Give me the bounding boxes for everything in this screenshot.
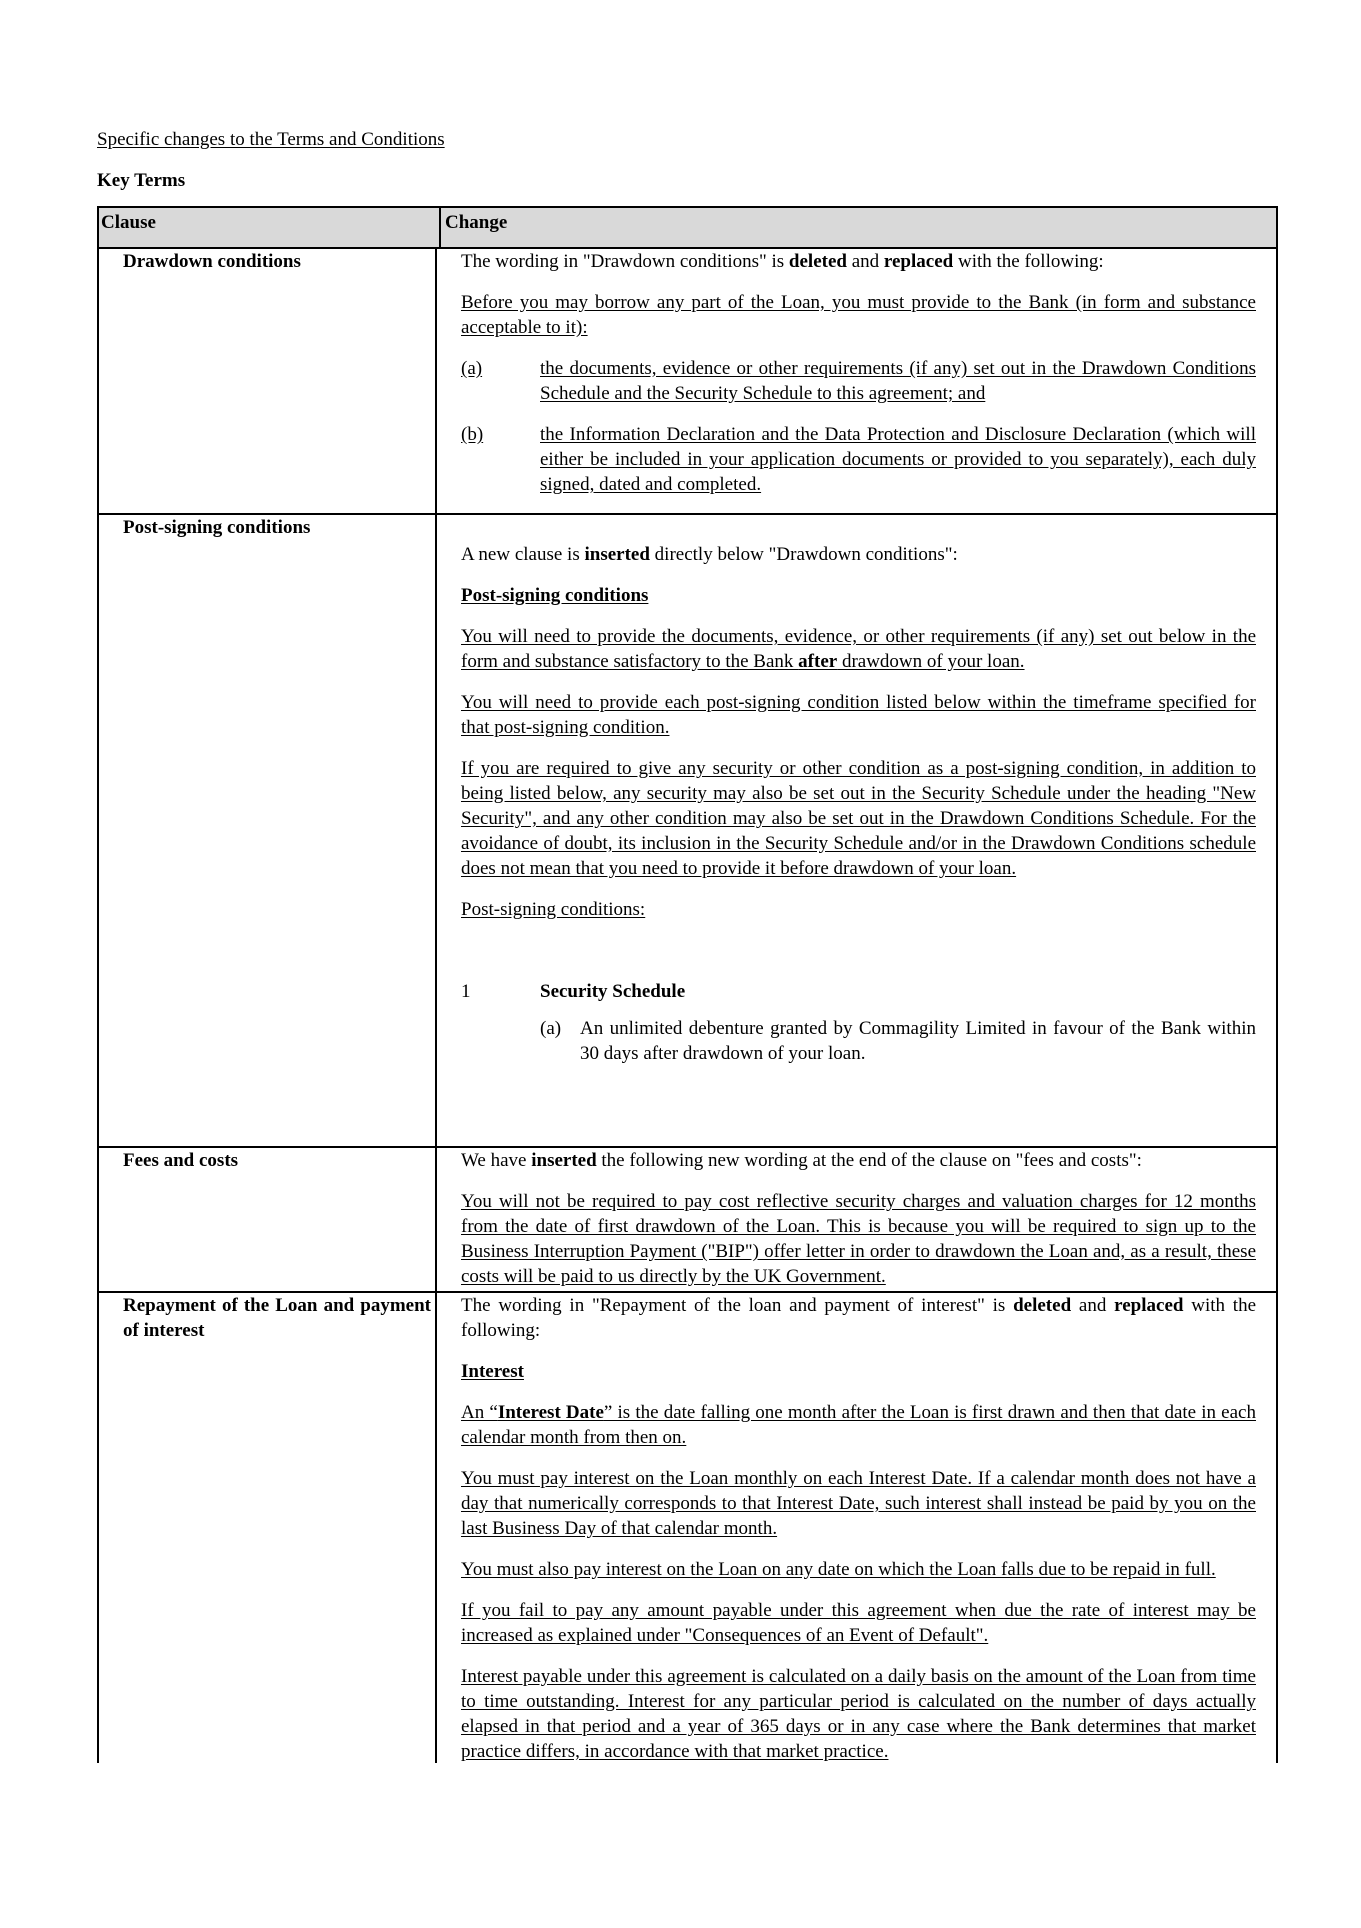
repayment-para-4: If you fail to pay any amount payable under this agreement when due the rate of interest may be increased as explained under "Consequences of an Event of Default". [461,1600,1256,1646]
clause-cell: Drawdown conditions [99,249,437,513]
list-item: (a) the documents, evidence or other requirements (if any) set out in the Drawdown Conditions Schedule and the Security Schedule to this agreement; and [461,358,1256,404]
table-row-drawdown [99,249,1276,515]
change-column-header: Change [445,212,508,233]
change-cell [437,1293,1276,1763]
repayment-para-3: You must also pay interest on the Loan on any date on which the Loan falls due to be repaid in full. [461,1559,1216,1580]
page-subtitle: Key Terms [97,170,186,191]
table-row-repayment [99,1293,1276,1763]
fees-intro: We have inserted the following new wording at the end of the clause on "fees and costs": [461,1150,1142,1171]
post-signing-para-2: You will need to provide each post-signing condition listed below within the timeframe specified for that post-signing condition. [461,692,1256,738]
terms-table [97,206,1278,1763]
post-signing-para-3: If you are required to give any security or other condition as a post-signing condition, in addition to being listed below, any security may also be set out in the Security Schedule under the heading "New Security", and any other condition may also be set out in the Drawdown Conditions Schedule. For the avoidance of doubt, its inclusion in the Security Schedule and/or in the Drawdown Conditions schedule does not mean that you need to provide it before drawdown of your loan. [461,758,1256,879]
clause-cell: Post-signing conditions [99,515,437,1146]
list-item: (a) An unlimited debenture granted by Commagility Limited in favour of the Bank within 30 days after drawdown of your loan. [540,1018,1256,1064]
drawdown-intro: The wording in "Drawdown conditions" is deleted and replaced with the following: [461,251,1104,272]
repayment-intro: The wording in "Repayment of the loan and payment of interest" is deleted and replaced with the following: [461,1295,1257,1341]
drawdown-lead: Before you may borrow any part of the Loan, you must provide to the Bank (in form and substance acceptable to it): [461,292,1256,338]
fees-para: You will not be required to pay cost reflective security charges and valuation charges for 12 months from the date of first drawdown of the Loan. This is because you will be required to sign up to the Business Interruption Payment ("BIP") offer letter in order to drawdown the Loan and, as a result, these costs will be paid to us directly by the UK Government. [461,1191,1256,1287]
table-row-fees [99,1148,1276,1293]
list-item: (b) the Information Declaration and the Data Protection and Disclosure Declaration (which will either be included in your application documents or provided to you separately), each duly signed, dated and completed. [461,424,1256,495]
page-title: Specific changes to the Terms and Conditions [97,129,445,150]
repayment-para-2: You must pay interest on the Loan monthly on each Interest Date. If a calendar month does not have a day that numerically corresponds to that Interest Date, such interest shall instead be paid by you on the last Business Day of that calendar month. [461,1468,1256,1539]
repayment-para-1: An “Interest Date” is the date falling one month after the Loan is first drawn and then that date in each calendar month from then on. [461,1402,1256,1448]
table-header [99,208,1276,249]
post-signing-list-label: Post-signing conditions: [461,899,646,920]
post-signing-para-1: You will need to provide the documents, evidence, or other requirements (if any) set out below in the form and substance satisfactory to the Bank after drawdown of your loan. [461,626,1256,672]
list-item: 1 Security Schedule [461,981,686,1002]
post-signing-intro: A new clause is inserted directly below "Drawdown conditions": [461,544,958,565]
post-signing-heading: Post-signing conditions [461,585,649,606]
change-cell [437,1148,1276,1291]
clause-cell: Repayment of the Loan and payment of interest [99,1293,437,1763]
clause-column-header: Clause [99,208,441,247]
change-cell [437,249,1276,513]
table-row-post-signing [99,515,1276,1148]
repayment-para-5: Interest payable under this agreement is calculated on a daily basis on the amount of the Loan from time to time outstanding. Interest for any particular period is calculated on the number of days actually elapsed in that period and a year of 365 days or in any case where the Bank determines that market practice differs, in accordance with that market practice. [461,1666,1256,1762]
clause-cell: Fees and costs [99,1148,437,1291]
repayment-heading: Interest [461,1361,524,1382]
change-cell [437,515,1276,1146]
